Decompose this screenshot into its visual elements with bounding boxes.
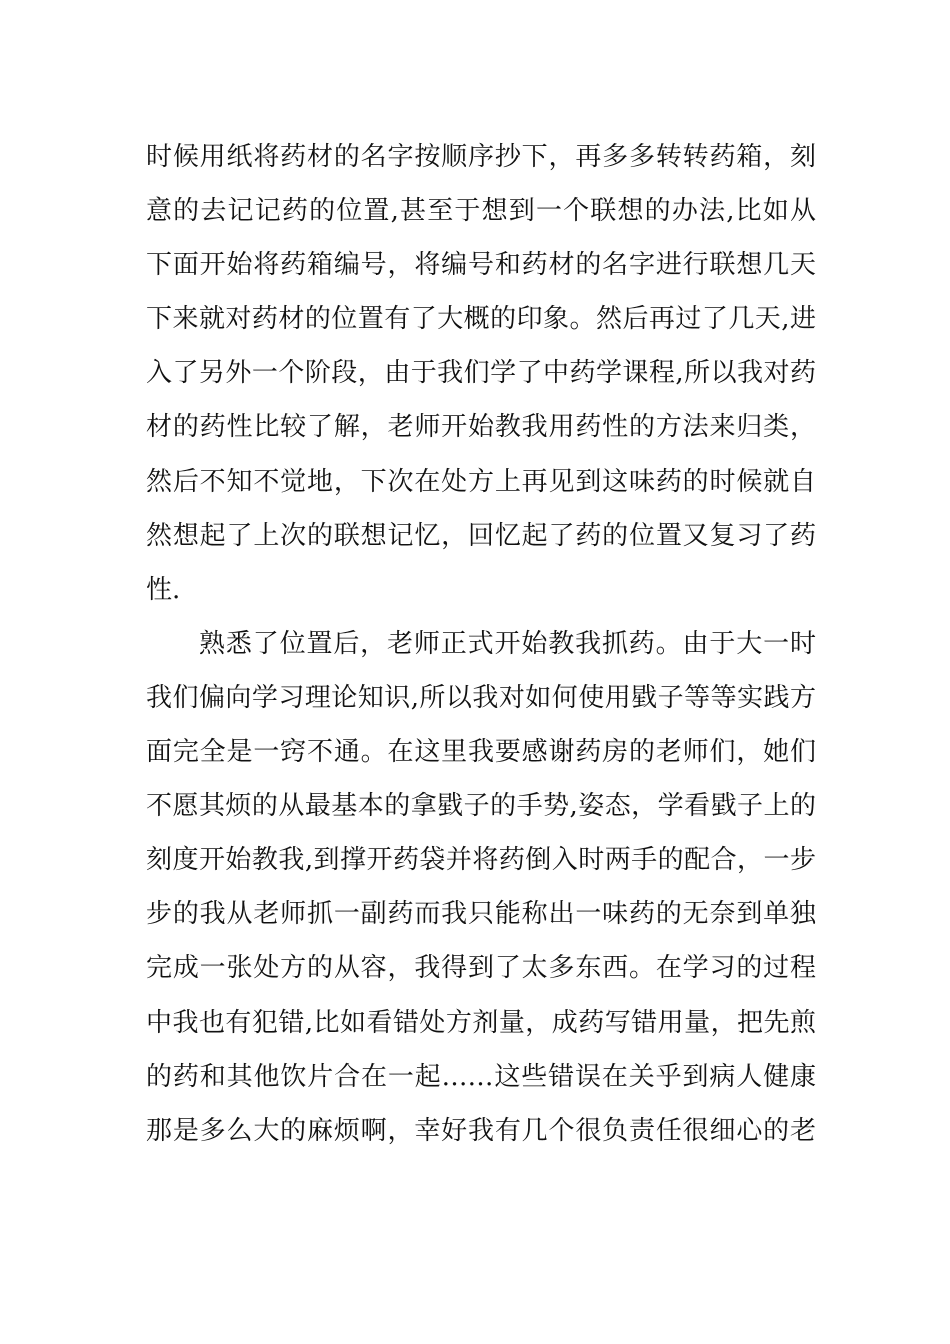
text-line: 性. xyxy=(146,574,181,605)
text-line: 然后不知不觉地，下次在处方上再见到这味药的时候就自 xyxy=(146,466,816,497)
text-line: 时候用纸将药材的名字按顺序抄下，再多多转转药箱，刻 xyxy=(146,142,816,172)
paragraph-2 xyxy=(146,617,816,1158)
text-line: 我们偏向学习理论知识,所以我对如何使用戥子等等实践方 xyxy=(146,682,816,713)
text-line: 完成一张处方的从容，我得到了太多东西。在学习的过程 xyxy=(146,953,816,984)
text-line: 下来就对药材的位置有了大概的印象。然后再过了几天,进 xyxy=(146,304,816,335)
text-line: 入了另外一个阶段，由于我们学了中药学课程,所以我对药 xyxy=(146,358,816,389)
text-line: 的药和其他饮片合在一起……这些错误在关乎到病人健康 xyxy=(146,1061,816,1092)
text-line: 步的我从老师抓一副药而我只能称出一味药的无奈到单独 xyxy=(146,899,816,930)
text-line: 熟悉了位置后，老师正式开始教我抓药。由于大一时 xyxy=(199,628,816,659)
text-line: 中我也有犯错,比如看错处方剂量，成药写错用量，把先煎 xyxy=(146,1007,816,1038)
text-line: 不愿其烦的从最基本的拿戥子的手势,姿态，学看戥子上的 xyxy=(146,791,816,822)
text-line: 面完全是一窍不通。在这里我要感谢药房的老师们，她们 xyxy=(146,737,816,768)
text-line: 材的药性比较了解，老师开始教我用药性的方法来归类， xyxy=(146,412,816,443)
body-text xyxy=(146,130,816,1158)
paragraph-1 xyxy=(146,130,816,617)
text-line: 然想起了上次的联想记忆，回忆起了药的位置又复习了药 xyxy=(146,520,816,551)
text-line: 那是多么大的麻烦啊，幸好我有几个很负责任很细心的老 xyxy=(146,1115,816,1146)
text-line: 意的去记记药的位置,甚至于想到一个联想的办法,比如从 xyxy=(146,196,816,227)
text-line: 下面开始将药箱编号，将编号和药材的名字进行联想几天 xyxy=(146,250,816,281)
text-line: 刻度开始教我,到撑开药袋并将药倒入时两手的配合，一步 xyxy=(146,845,816,876)
